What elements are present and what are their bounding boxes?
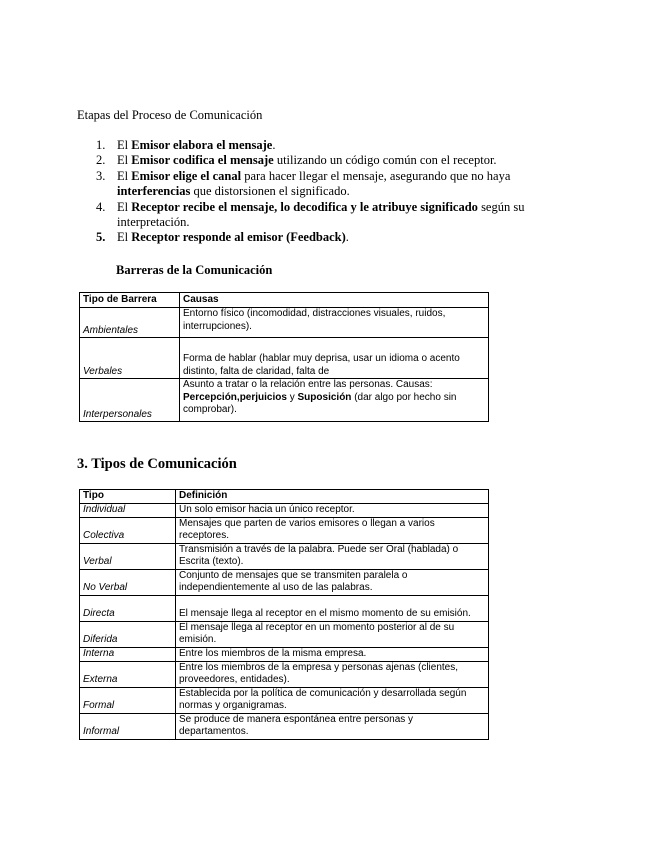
type-cell: Individual (80, 503, 176, 517)
barrier-type-cell: Ambientales (80, 308, 180, 338)
step-text: para hacer llegar el mensaje, asegurando que no haya (241, 168, 511, 183)
types-heading: 3. Tipos de Comunicación (77, 456, 237, 472)
column-header: Causas (180, 293, 489, 308)
list-item (77, 169, 547, 200)
communication-steps-list (77, 138, 547, 246)
definition-cell: Un solo emisor hacia un único receptor. (176, 503, 489, 517)
table-row (80, 379, 489, 422)
step-bold: Emisor elige el canal (131, 168, 242, 183)
column-header: Tipo (80, 490, 176, 504)
definition-cell: Mensajes que parten de varios emisores o llegan a varios receptores. (176, 517, 489, 543)
table-row (80, 543, 489, 569)
cause-text: (dar algo por hecho sin comprobar). (183, 391, 457, 415)
definition-cell: El mensaje llega al receptor en un momento posterior al de su emisión. (176, 621, 489, 647)
type-cell: No Verbal (80, 569, 176, 595)
cause-text: y (286, 391, 298, 403)
cause-text: Asunto a tratar o la relación entre las personas. Causas: (183, 379, 433, 390)
type-cell: Diferida (80, 621, 176, 647)
list-number: 1. (96, 138, 106, 152)
barriers-heading: Barreras de la Comunicación (116, 263, 273, 277)
table-header-row (80, 490, 489, 504)
definition-cell: Establecida por la política de comunicación y desarrollada según normas y organigramas. (176, 687, 489, 713)
list-number: 2. (96, 153, 106, 168)
definition-cell: Conjunto de mensajes que se transmiten paralela o independientemente al uso de las palabras. (176, 569, 489, 595)
step-text: . (272, 138, 276, 152)
barrier-cause-cell: Entorno físico (incomodidad, distracciones visuales, ruidos, interrupciones). (180, 308, 489, 338)
step-text: que distorsionen el significado. (190, 184, 350, 199)
step-text: El (117, 168, 132, 183)
type-cell: Verbal (80, 543, 176, 569)
communication-types-table (79, 489, 489, 740)
step-text: . (345, 230, 349, 245)
definition-cell: Transmisión a través de la palabra. Puede ser Oral (hablada) o Escrita (texto). (176, 543, 489, 569)
type-cell: Externa (80, 661, 176, 687)
list-item (77, 153, 547, 168)
step-text: El (117, 138, 132, 152)
document-title: Etapas del Proceso de Comunicación (77, 108, 263, 122)
step-bold: interferencias (117, 184, 191, 199)
cause-bold: Percepción (183, 391, 237, 403)
definition-cell: Entre los miembros de la misma empresa. (176, 647, 489, 661)
list-number: 3. (96, 168, 106, 183)
barrier-type-cell: Verbales (80, 338, 180, 379)
table-row (80, 503, 489, 517)
cause-bold: , (236, 391, 240, 403)
table-row (80, 338, 489, 379)
column-header: Tipo de Barrera (80, 293, 180, 308)
table-row (80, 621, 489, 647)
type-cell: Formal (80, 687, 176, 713)
step-text: El (117, 153, 132, 168)
column-header: Definición (176, 490, 489, 504)
cause-bold: perjuicios (239, 391, 287, 403)
table-header-row (80, 293, 489, 308)
barrier-cause-cell: Forma de hablar (hablar muy deprisa, usar un idioma o acento distinto, falta de claridad, falta de (180, 338, 489, 379)
type-cell: Directa (80, 595, 176, 621)
table-row (80, 661, 489, 687)
list-number: 4. (96, 199, 106, 214)
list-item (77, 138, 547, 153)
step-bold: Emisor elabora el mensaje (131, 138, 273, 152)
table-row (80, 687, 489, 713)
step-bold: Receptor responde al emisor (Feedback) (131, 230, 346, 245)
table-row (80, 595, 489, 621)
table-row (80, 308, 489, 338)
list-number: 5. (96, 230, 106, 245)
step-bold: Receptor recibe el mensaje, lo decodifica y le atribuye significado (131, 199, 478, 214)
table-row (80, 517, 489, 543)
barriers-table (79, 292, 489, 422)
type-cell: Informal (80, 713, 176, 739)
list-item (77, 200, 547, 231)
table-row (80, 569, 489, 595)
definition-cell: Entre los miembros de la empresa y personas ajenas (clientes, proveedores, entidades). (176, 661, 489, 687)
step-text: según su interpretación. (117, 199, 525, 230)
step-text: El (117, 230, 132, 245)
table-row (80, 647, 489, 661)
table-row (80, 713, 489, 739)
type-cell: Interna (80, 647, 176, 661)
step-text: utilizando un código común con el receptor. (273, 153, 497, 168)
type-cell: Colectiva (80, 517, 176, 543)
list-item (77, 230, 547, 245)
barrier-type-cell: Interpersonales (80, 379, 180, 422)
cause-bold: Suposición (297, 391, 352, 403)
definition-cell: El mensaje llega al receptor en el mismo momento de su emisión. (176, 595, 489, 621)
barrier-cause-cell (180, 379, 489, 422)
step-text: El (117, 199, 132, 214)
step-bold: Emisor codifica el mensaje (131, 153, 274, 168)
definition-cell: Se produce de manera espontánea entre personas y departamentos. (176, 713, 489, 739)
